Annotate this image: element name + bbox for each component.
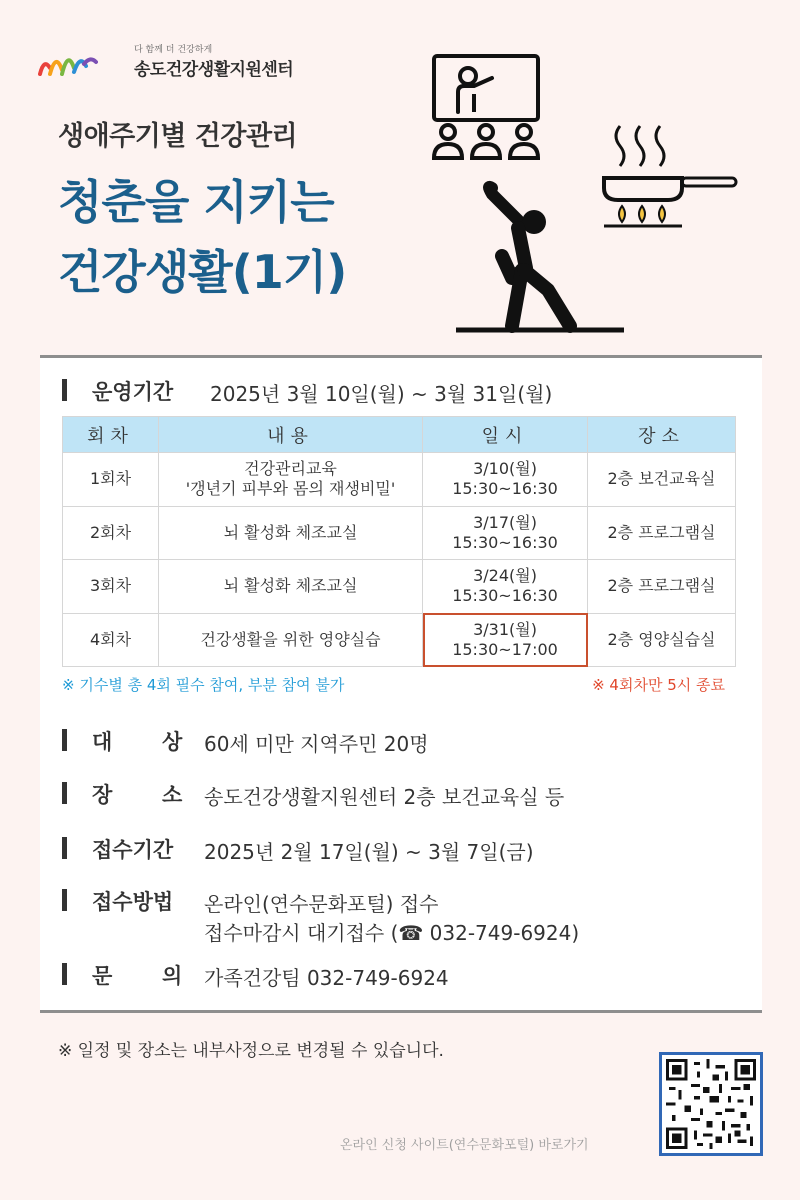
section-bar [62, 379, 67, 401]
place-cell: 2층 프로그램실 [588, 560, 736, 614]
datetime-cell: 3/24(월) 15:30~16:30 [423, 560, 588, 614]
place-label-b: 소 [162, 783, 183, 807]
header-round: 회차 [63, 417, 159, 453]
content-cell: 뇌 활성화 체조교실 [159, 560, 423, 614]
title-line-1: 청춘을 지키는 [58, 175, 334, 229]
logo-name: 송도건강생활지원센터 [134, 60, 294, 80]
schedule-change-notice: ※ 일정 및 장소는 내부사정으로 변경될 수 있습니다. [58, 1041, 444, 1061]
logo-tagline: 다 함께 더 건강하게 [134, 45, 213, 55]
target-label-a: 대 [92, 730, 113, 754]
end-time-note: ※ 4회차만 5시 종료 [592, 676, 725, 694]
inquiry-label-a: 문 [92, 964, 113, 988]
lecture-icon [428, 52, 544, 164]
section-bar [62, 837, 67, 859]
header-datetime: 일시 [423, 417, 588, 453]
section-bar [62, 782, 67, 804]
datetime-cell-highlighted: 3/31(월) 15:30~17:00 [423, 613, 588, 667]
apply-method-line2: 접수마감시 대기접수 (☎ 032-749-6924) [204, 921, 580, 945]
table-row [63, 560, 736, 614]
round-cell: 2회차 [63, 506, 159, 560]
target-value: 60세 미만 지역주민 20명 [204, 732, 429, 756]
round-cell: 1회차 [63, 453, 159, 507]
logo-mark-icon [38, 44, 98, 80]
content-cell: 건강관리교육 '갱년기 피부와 몸의 재생비밀' [159, 453, 423, 507]
section-bar [62, 889, 67, 911]
title-line-2: 건강생활(1기) [58, 245, 347, 299]
table-row [63, 613, 736, 667]
place-label-a: 장 [92, 783, 113, 807]
place-value: 송도건강생활지원센터 2층 보건교육실 등 [204, 785, 565, 809]
datetime-cell: 3/17(월) 15:30~16:30 [423, 506, 588, 560]
apply-period-value: 2025년 2월 17일(월) ~ 3월 7일(금) [204, 840, 534, 864]
section-bar [62, 963, 67, 985]
schedule-table [62, 416, 736, 667]
subtitle: 생애주기별 건강관리 [58, 121, 298, 152]
period-value: 2025년 3월 10일(월) ~ 3월 31일(월) [210, 382, 553, 406]
table-header-row [63, 417, 736, 453]
header-place: 장소 [588, 417, 736, 453]
content-cell: 뇌 활성화 체조교실 [159, 506, 423, 560]
apply-period-label: 접수기간 [92, 838, 174, 862]
center-logo [38, 40, 298, 82]
apply-method-label: 접수방법 [92, 890, 174, 914]
period-label: 운영기간 [92, 380, 174, 404]
apply-method-line1: 온라인(연수문화포털) 접수 [204, 892, 439, 916]
content-cell: 건강생활을 위한 영양실습 [159, 613, 423, 667]
section-bar [62, 729, 67, 751]
participation-note: ※ 기수별 총 4회 필수 참여, 부분 참여 불가 [62, 676, 345, 694]
inquiry-label-b: 의 [162, 964, 183, 988]
table-row [63, 453, 736, 507]
place-cell: 2층 영양실습실 [588, 613, 736, 667]
qr-code[interactable] [659, 1052, 763, 1156]
round-cell: 4회차 [63, 613, 159, 667]
table-row [63, 506, 736, 560]
place-cell: 2층 프로그램실 [588, 506, 736, 560]
round-cell: 3회차 [63, 560, 159, 614]
qr-caption[interactable]: 온라인 신청 사이트(연수문화포털) 바로가기 [340, 1138, 589, 1153]
datetime-cell: 3/10(월) 15:30~16:30 [423, 453, 588, 507]
qr-pattern [666, 1059, 756, 1149]
inquiry-value: 가족건강팀 032-749-6924 [204, 966, 449, 990]
header-content: 내용 [159, 417, 423, 453]
place-cell: 2층 보건교육실 [588, 453, 736, 507]
stretching-person-icon [452, 180, 628, 336]
target-label-b: 상 [162, 730, 183, 754]
